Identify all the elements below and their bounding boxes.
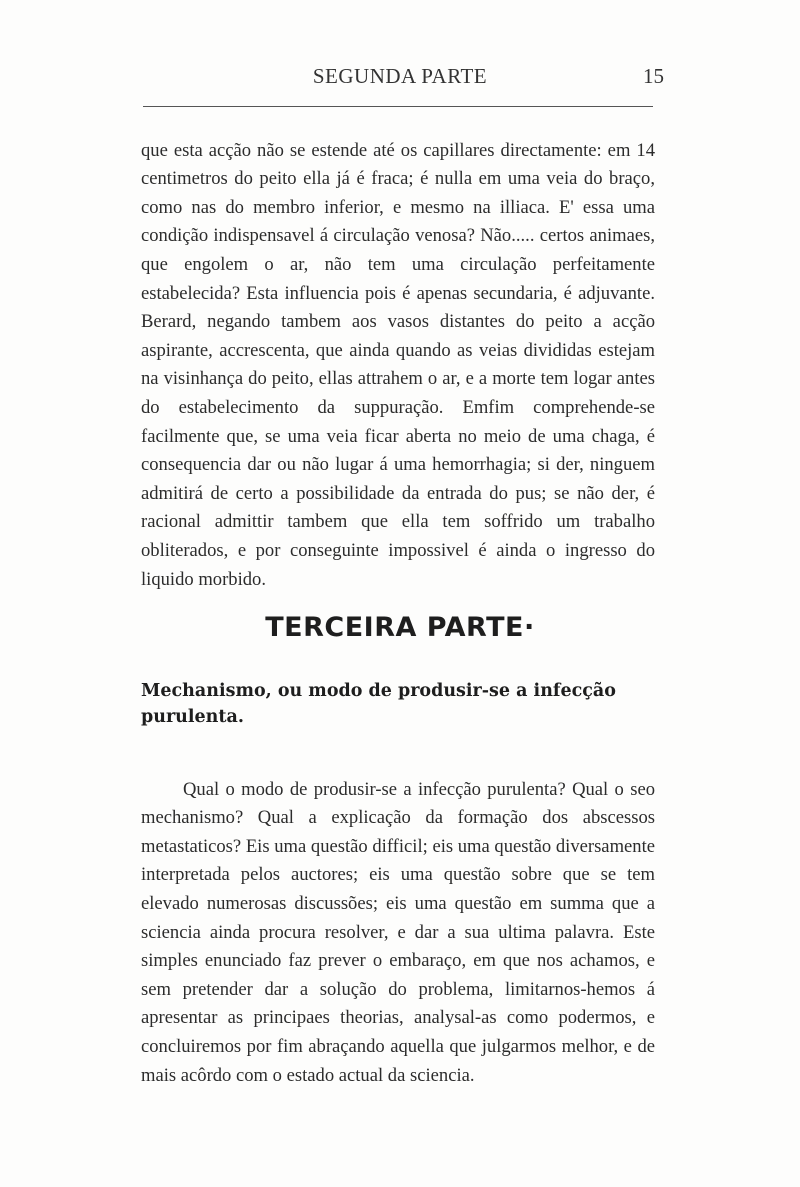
page-number: 15 <box>643 64 664 88</box>
section-title: Mechanismo, ou modo de produsir-se a infecção purulenta. <box>141 681 616 727</box>
part-heading: TERCEIRA PARTE· <box>265 612 535 643</box>
header-rule <box>143 106 653 107</box>
running-head <box>0 64 800 94</box>
paragraph-intro: Qual o modo de produsir-se a infecção purulenta? Qual o seo mechanismo? Qual a explicação da formação dos abscessos metastaticos? Eis uma questão difficil; eis uma questão diversamente interpretada pelos auctores; eis uma questão sobre que se tem elevado numerosas discussões; eis uma questão em summa que a sciencia ainda procura resolver, e dar a sua ultima palavra. Este simples enunciado faz prever o embaraço, em que nos achamos, e sem pretender dar a solução do problema, limitarnos-hemos á apresentar as principaes theorias, analysal-as como podermos, e concluiremos por fim abraçando aquella que julgarmos melhor, e de mais acôrdo com o estado actual da sciencia. <box>141 778 655 1086</box>
paragraph-continued: que esta acção não se estende até os capillares directamente: em 14 centimetros do peito ella já é fraca; é nulla em uma veia do braço, como nas do membro inferior, e mesmo na illiaca. E' essa uma condição indispensavel á circulação venosa? Não..... certos animaes, que engolem o ar, não tem uma circulação perfeitamente estabelecida? Esta influencia pois é apenas secundaria, é adjuvante. Berard, negando tambem aos vasos distantes do peito a acção aspirante, accrescenta, que ainda quando as veias divididas estejam na visinhança do peito, ellas attrahem o ar, e a morte tem logar antes do estabelecimento da suppuração. Emfim comprehende-se facilmente que, se uma veia ficar aberta no meio de uma chaga, é consequencia dar ou não lugar á uma hemorrhagia; si der, ninguem admitirá de certo a possibilidade da entrada do pus; se não der, é racional admittir tambem que ella tem soffrido um trabalho obliterados, e por conseguinte impossivel é ainda o ingresso do liquido morbido. <box>141 139 655 590</box>
running-title: SEGUNDA PARTE <box>312 64 488 88</box>
